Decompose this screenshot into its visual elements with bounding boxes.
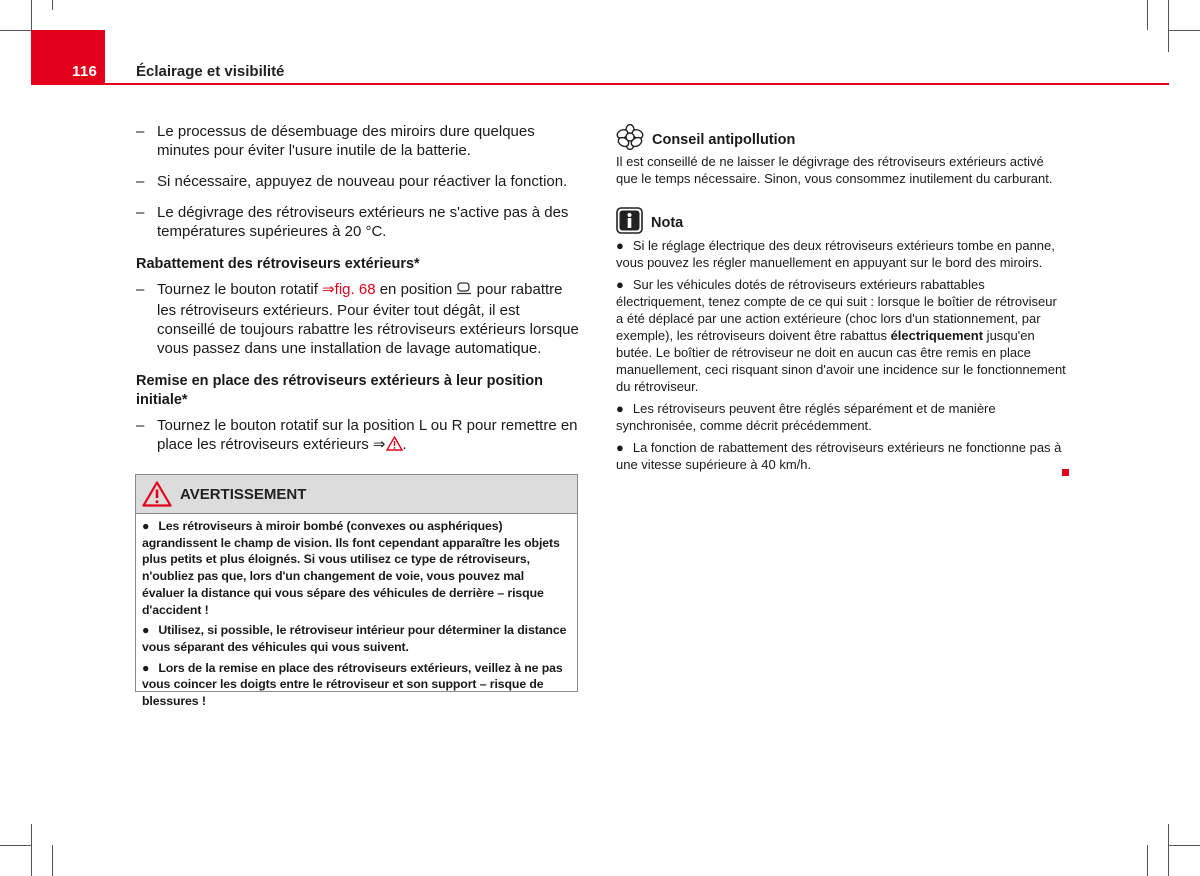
warning-triangle-icon [142, 481, 172, 507]
warning-header [136, 475, 577, 514]
crop-mark [1168, 824, 1169, 876]
list-item: – Tournez le bouton rotatif sur la position L ou R pour remettre en place les rétroviseurs extérieurs ⇒ . [136, 416, 580, 456]
eco-text: Il est conseillé de ne laisser le dégivrage des rétroviseurs extérieurs activé que le temps nécessaire. Sinon, vous consommez inutilement du carburant. [616, 154, 1053, 186]
nota-item: ● Les rétroviseurs peuvent être réglés séparément et de manière synchronisée, comme décrit précédemment. [616, 401, 996, 433]
crop-mark [52, 845, 53, 876]
end-of-section-marker [1062, 469, 1069, 476]
warning-box [135, 474, 578, 709]
subheading-fold-mirrors: Rabattement des rétroviseurs extérieurs* [136, 256, 420, 272]
crop-mark [0, 30, 32, 31]
crop-mark [52, 0, 53, 10]
nota-item: ● Sur les véhicules dotés de rétroviseurs extérieurs rabattables électriquement, tenez compte de ce qui suit : lorsque le boîtier de rétroviseur a été déplacé par une action extérieure (choc lors d'un stationnement, par exemple), les rétroviseurs doivent être rabattus électriquement jusqu'en butée. Le boîtier de rétroviseur ne doit en aucun cas être remis en place manuellement, ceci risquant sinon d'avoir une incidence sur le fonctionnement du rétroviseur. [616, 277, 1066, 394]
crop-mark [0, 845, 32, 846]
warning-item: ● Utilisez, si possible, le rétroviseur intérieur pour déterminer la distance vous séparant des véhicules qui vous suivent. [142, 623, 567, 654]
list-item: – Le dégivrage des rétroviseurs extérieurs ne s'active pas à des températures supérieures à 20 °C. [136, 204, 569, 240]
list-item: – Si nécessaire, appuyez de nouveau pour réactiver la fonction. [136, 173, 568, 190]
nota-title: Nota [651, 215, 684, 231]
warning-item: ● Lors de la remise en place des rétroviseurs extérieurs, veillez à ne pas vous coincer les doigts entre le rétroviseur et son support – risque de blessures ! [142, 660, 563, 709]
flower-icon [616, 124, 644, 150]
subheading-reset-mirrors: Remise en place des rétroviseurs extérieurs à leur position initiale* [136, 373, 543, 408]
warning-reference-icon[interactable] [386, 436, 403, 456]
nota-item: ● Si le réglage électrique des deux rétroviseurs extérieurs tombe en panne, vous pouvez les régler manuellement en appuyant sur le bord des miroirs. [616, 238, 1055, 270]
crop-mark [1168, 0, 1169, 52]
section-title: Éclairage et visibilité [136, 63, 285, 80]
right-column [616, 124, 1066, 478]
warning-title: AVERTISSEMENT [180, 485, 307, 503]
page-number: 116 [72, 63, 98, 80]
left-column [136, 122, 580, 466]
fold-position-icon [456, 281, 472, 301]
eco-title: Conseil antipollution [652, 131, 796, 148]
warning-body [136, 514, 577, 710]
nota-item: ● La fonction de rabattement des rétroviseurs extérieurs ne fonctionne pas à une vitesse supérieure à 40 km/h. [616, 440, 1062, 472]
crop-mark [1168, 30, 1200, 31]
eco-header [616, 124, 1066, 150]
header-rule [105, 83, 1169, 85]
figure-reference-link[interactable]: ⇒fig. 68 [322, 281, 376, 298]
crop-mark [31, 824, 32, 876]
nota-header [616, 207, 1066, 234]
warning-item: ● Les rétroviseurs à miroir bombé (convexes ou asphériques) agrandissent le champ de vision. Ils font cependant apparaître les objets plus petits et plus éloignés. Si vous utilisez ce type de rétroviseurs, n'oubliez pas que, lors d'un changement de voie, vous pouvez mal évaluer la distance qui vous sépare des véhicules de derrière – risque d'accident ! [142, 519, 560, 617]
crop-mark [1147, 845, 1148, 876]
list-item: – Le processus de désembuage des miroirs dure quelques minutes pour éviter l'usure inutile de la batterie. [136, 123, 535, 159]
info-icon [616, 207, 643, 234]
list-item: – Tournez le bouton rotatif ⇒fig. 68 en position pour rabattre les rétroviseurs extérieurs. Pour éviter tout dégât, il est conseillé de toujours rabattre les rétroviseurs extérieurs lorsque vous passez dans une installation de lavage automatique. [136, 281, 579, 357]
crop-mark [1168, 845, 1200, 846]
crop-mark [31, 0, 32, 30]
crop-mark [1147, 0, 1148, 30]
